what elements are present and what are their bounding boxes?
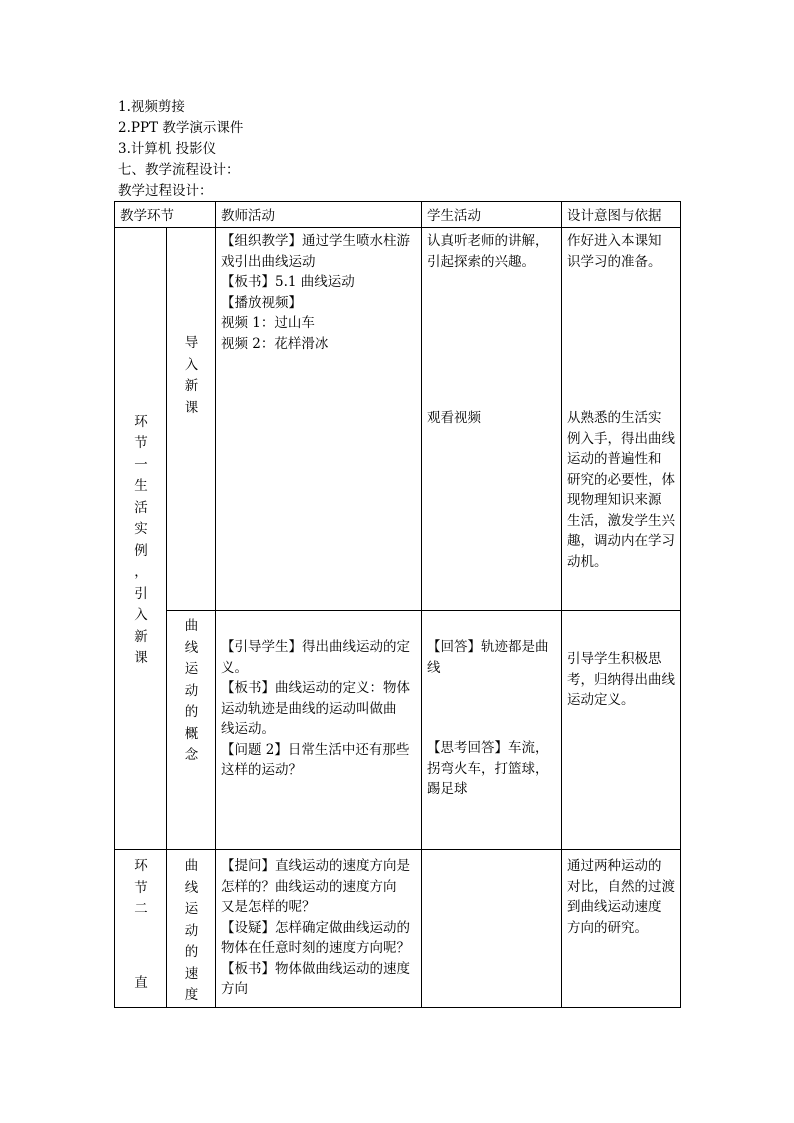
sub-label-char: 曲 (184, 858, 199, 874)
stage-label-char: 新 (134, 628, 148, 645)
stage1-sub1-design (562, 228, 681, 611)
stage1-sub2-design (562, 611, 681, 850)
teacher-activity-text (221, 637, 417, 781)
stage-label-char: 引 (134, 585, 148, 602)
student-activity-text (427, 637, 557, 678)
design-line: 考，归纳得出曲线 (567, 671, 675, 688)
stage2-sub1-label-text (172, 856, 211, 1007)
student-activity-text (427, 231, 557, 272)
teacher-line: 运动轨迹是曲线的运动叫做曲 (221, 700, 397, 717)
teacher-line: 视频 2：花样滑冰 (221, 335, 329, 352)
stage1-sub1-label-text (172, 333, 211, 419)
header-teacher: 教师活动 (216, 202, 422, 228)
table-row (115, 850, 681, 1008)
stage-label-char: 二 (134, 901, 148, 917)
stage-label-char: 节 (134, 435, 148, 451)
teacher-line: 【提问】直线运动的速度方向是 (221, 858, 410, 874)
stage2-label-tail: 直 (134, 974, 148, 991)
header-design: 设计意图与依据 (562, 202, 681, 228)
design-line: 生活，激发学生兴 (567, 512, 675, 529)
design-line: 引导学生积极思 (567, 651, 662, 667)
teacher-line: 物体在任意时刻的速度方向呢？ (221, 940, 410, 956)
header-stage: 教学环节 (115, 202, 216, 228)
design-line: 方向的研究。 (567, 919, 648, 936)
design-line: 趣，调动内在学习 (567, 533, 675, 549)
stage-label-char: ， (134, 564, 148, 580)
header-student: 学生活动 (422, 202, 562, 228)
stage-label-char: 环 (134, 413, 148, 430)
intro-line-3: 3.计算机 投影仪 (118, 141, 217, 157)
sub-label-char: 线 (184, 879, 199, 896)
table-header-row (115, 202, 681, 228)
teacher-line: 方向 (221, 981, 248, 997)
sub-label-char: 动 (184, 682, 199, 699)
design-line: 动机。 (567, 553, 608, 570)
student-line: 认真听老师的讲解， (427, 233, 549, 249)
design-line: 识学习的准备。 (567, 253, 662, 270)
sub-label-char: 速 (184, 965, 199, 982)
design-line: 通过两种运动的 (567, 858, 662, 874)
sub-label-char: 线 (184, 639, 199, 656)
teacher-line: 【板书】5.1 曲线运动 (221, 274, 355, 290)
table-row (115, 611, 681, 850)
stage-label-char: 生 (134, 478, 148, 494)
design-line: 研究的必要性，体 (567, 471, 675, 488)
teacher-line: 怎样的？曲线运动的速度方向 (221, 878, 397, 895)
sub-label-char: 运 (184, 661, 199, 677)
section-heading: 七、教学流程设计： (118, 162, 240, 178)
stage-label-char: 入 (134, 607, 148, 623)
teacher-activity-text (221, 856, 417, 1000)
stage-label-char: 实 (134, 521, 148, 537)
design-line: 作好进入本课知 (567, 233, 662, 249)
stage-label-char: 例 (134, 542, 148, 559)
stage1-label (115, 228, 167, 850)
stage2-sub1-student (422, 850, 562, 1008)
teacher-line: 义。 (221, 659, 248, 676)
design-line: 从熟悉的生活实 (567, 410, 662, 426)
design-intent-text (567, 408, 676, 572)
stage1-sub2-label-text (172, 616, 211, 767)
stage1-sub1-teacher (216, 228, 422, 611)
teacher-line: 【板书】物体做曲线运动的速度 (221, 960, 410, 977)
sub-label-char: 课 (184, 399, 199, 416)
teacher-line: 线运动。 (221, 721, 275, 737)
sub-label-char: 入 (184, 356, 199, 373)
student-line: 踢足球 (427, 781, 468, 797)
stage1-label-text (120, 412, 162, 670)
student-line: 线 (427, 659, 441, 676)
stage2-sub1-label (167, 850, 216, 1008)
design-line: 例入手，得出曲线 (567, 430, 675, 447)
teacher-line: 戏引出曲线运动 (221, 253, 316, 270)
stage1-sub2-teacher (216, 611, 422, 850)
student-line: 引起探索的兴趣。 (427, 253, 535, 270)
stage2-sub1-teacher (216, 850, 422, 1008)
student-line: 拐弯火车，打篮球， (427, 760, 549, 777)
table-caption: 教学过程设计： (118, 183, 213, 199)
teacher-line: 【组织教学】通过学生喷水柱游 (221, 233, 410, 249)
table-row (115, 228, 681, 611)
intro-line-1: 1.视频剪接 (118, 99, 185, 115)
stage-label-char: 节 (134, 879, 148, 896)
stage-label-char: 环 (134, 858, 148, 874)
sub-label-char: 曲 (184, 618, 199, 634)
design-intent-text (567, 649, 676, 711)
teacher-line: 【设疑】怎样确定做曲线运动的 (221, 919, 410, 936)
stage1-sub2-label (167, 611, 216, 850)
sub-label-char: 运 (184, 901, 199, 917)
intro-line-2: 2.PPT 教学演示课件 (118, 120, 244, 136)
design-line: 运动的普遍性和 (567, 451, 662, 467)
teacher-line: 【板书】曲线运动的定义：物体 (221, 680, 410, 696)
student-activity-text (427, 408, 557, 429)
student-line: 【回答】轨迹都是曲 (427, 639, 549, 655)
stage-label-char: 一 (134, 456, 148, 473)
design-intent-text (567, 231, 676, 272)
design-line: 对比，自然的过渡 (567, 878, 675, 895)
stage-label-char: 课 (134, 650, 148, 666)
design-line: 运动定义。 (567, 692, 635, 708)
sub-label-char: 概 (184, 725, 199, 742)
teacher-line: 【引导学生】得出曲线运动的定 (221, 639, 410, 655)
student-line: 【思考回答】车流， (427, 740, 549, 756)
student-activity-text (427, 738, 557, 800)
design-line: 到曲线运动速度 (567, 899, 662, 915)
design-line: 现物理知识来源 (567, 492, 662, 508)
stage2-label-text (120, 856, 162, 921)
teacher-line: 【播放视频】 (221, 294, 302, 311)
sub-label-char: 导 (184, 335, 199, 351)
teacher-line: 这样的运动？ (221, 762, 302, 778)
design-intent-text (567, 856, 676, 938)
sub-label-char: 念 (184, 747, 199, 763)
teacher-line: 又是怎样的呢？ (221, 899, 316, 915)
sub-label-char: 新 (184, 378, 199, 394)
lesson-table (114, 201, 681, 1008)
stage1-sub1-student (422, 228, 562, 611)
stage2-sub1-design (562, 850, 681, 1008)
teacher-line: 视频 1：过山车 (221, 315, 315, 331)
stage1-sub2-student (422, 611, 562, 850)
student-line: 观看视频 (427, 410, 481, 426)
sub-label-char: 度 (184, 987, 199, 1003)
stage-label-char: 活 (134, 499, 148, 516)
sub-label-char: 的 (184, 704, 199, 720)
stage2-label (115, 850, 167, 1008)
sub-label-char: 动 (184, 922, 199, 939)
teacher-activity-text (221, 231, 417, 354)
teacher-line: 【问题 2】日常生活中还有那些 (221, 741, 410, 758)
stage1-sub1-label (167, 228, 216, 611)
intro-block (118, 97, 243, 202)
sub-label-char: 的 (184, 944, 199, 960)
